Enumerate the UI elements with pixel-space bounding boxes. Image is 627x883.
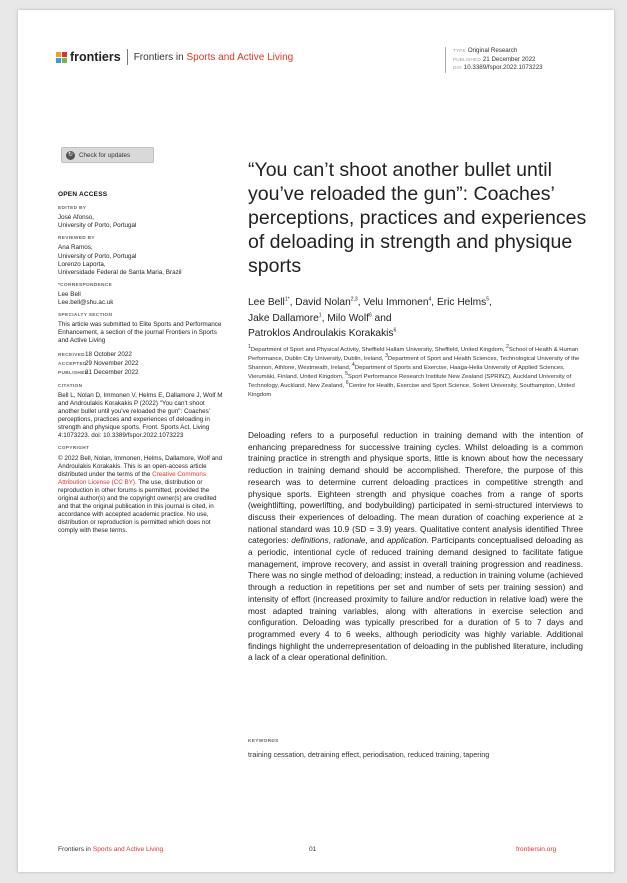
page-number: 01 bbox=[309, 846, 317, 853]
author-name: Velu Immonen$^4$ bbox=[363, 296, 432, 308]
affiliation: $^3$Department of Sport and Health Sciences, Technological University of the Shannon, Athlone, Westmeath, Ireland, bbox=[248, 352, 580, 371]
author-list: Lee Bell$^{1*}$, David Nolan$^{2,3}$, Velu Immonen$^4$, Eric Helms$^5$, Jake Dallamore$^1$, Milo Wolf$^6$ and Patroklos Androulakis Korakakis$^6$ bbox=[248, 296, 492, 339]
correspondence-email-link[interactable]: Lee.bell@shu.ac.uk bbox=[58, 299, 114, 307]
author-name: Patroklos Androulakis Korakakis$^6$ bbox=[248, 327, 397, 339]
author-name: Jake Dallamore$^1$ bbox=[248, 312, 322, 324]
article-meta: TYPE Original Research PUBLISHED 21 December 2022 DOI 10.3389/fspor.2022.1073223 bbox=[445, 47, 543, 73]
author-name: Eric Helms$^5$ bbox=[436, 296, 489, 308]
citation-text: Bell L, Nolan D, Immonen V, Helms E, Dallamore J, Wolf M and Androulakis Korakakis P (2022) "You can't shoot another bullet until you've reloaded the gun": Coaches' perceptions, practices and experiences of deloading in strength and physique sports. Front. Sports Act. Living 4:1073223. doi: 10.3389/fspor.2022.1073223 bbox=[58, 391, 223, 440]
affiliation: $^5$Sport Performance Research Institute New Zealand (SPRINZ), Auckland University of Technology, Auckland, New Zealand, bbox=[248, 370, 572, 389]
footer-site-link[interactable]: frontiersin.org bbox=[516, 846, 557, 853]
journal-name: Frontiers in Sports and Active Living bbox=[133, 51, 294, 63]
doi-link[interactable]: 10.3389/fspor.2022.1073223 bbox=[463, 64, 543, 71]
footer-journal: Frontiers in Sports and Active Living bbox=[58, 846, 164, 853]
reviewer-name: Lorenzo Laporta, bbox=[58, 260, 106, 268]
affiliation: $^2$School of Health & Human Performance, Dublin City University, Dublin, Ireland, bbox=[248, 344, 579, 362]
license-link[interactable]: Creative Commons Attribution License (CC BY). bbox=[58, 470, 207, 486]
sidebar: OPEN ACCESS EDITED BY José Afonso, University of Porto, Portugal REVIEWED BY Ana Ramos, University of Porto, Portugal Lorenzo Laporta, Universidade Federal de Santa Maria, Brazil *CORRESPONDENCE Lee Bell Lee.bell@shu.ac.uk SPECIALTY SECTION This article was submitted to Elite Sports and Performance Enhancement, a section of the journal Frontiers in Sports and Active Living RECEIVED18 October 2022 ACCEPTED29 November 2022 PUBLISHED21 December 2022 CITATION Bell L, Nolan D, Immonen V, Helms E, Dallamore J, Wolf M and Androulakis Korakakis P (2022) "You can't shoot another bullet until you've reloaded the gun": Coaches' perceptions, practices and experiences of deloading in strength and physique sports. Front. Sports Act. Living 4:1073223. doi: 10.3389/fspor.2022.1073223 COPYRIGHT © 2022 Bell, Nolan, Immonen, Helms, Dallamore, Wolf and Androulakis Korakakis. This is an open-access article distributed under the terms of the Creative Commons Attribution License (CC BY). The use, distribution or reproduction in other forums is permitted, provided the original author(s) and the copyright owner(s) are credited and that the original publication in this journal is cited, in accordance with accepted academic practice. No use, distribution or reproduction is permitted which does not comply with these terms. bbox=[58, 191, 233, 535]
journal-header bbox=[56, 49, 293, 65]
frontiers-logo-text: frontiers bbox=[70, 50, 121, 64]
keywords: training cessation, detraining effect, periodisation, reduced training, tapering bbox=[248, 750, 490, 759]
reviewer-name: Ana Ramos, bbox=[58, 244, 93, 252]
article-type: Original Research bbox=[467, 47, 518, 54]
affiliations bbox=[248, 346, 583, 399]
update-icon: ↻ bbox=[67, 151, 74, 158]
article-title: “You can’t shoot another bullet until you’ve reloaded the gun”: Coaches’ perceptions, practices and experiences of deloading in strength and physique sports bbox=[248, 159, 587, 277]
open-access-label: OPEN ACCESS bbox=[58, 191, 108, 198]
author-name: David Nolan$^{2,3}$ bbox=[295, 296, 358, 308]
affiliation: $^6$Centre for Health, Exercise and Sport Science, Solent University, Southampton, United Kingdom bbox=[248, 379, 575, 398]
paper-page bbox=[18, 10, 614, 872]
editor-name: José Afonso, bbox=[58, 214, 95, 222]
specialty-text: This article was submitted to Elite Sports and Performance Enhancement, a section of the journal Frontiers in Sports and Active Living bbox=[58, 321, 222, 345]
published-date: 21 December 2022 bbox=[482, 55, 536, 63]
author-name: Milo Wolf$^6$ bbox=[327, 312, 372, 324]
author-name: Lee Bell$^{1*}$ bbox=[248, 296, 290, 308]
header-divider bbox=[127, 49, 128, 65]
affiliation: $^1$Department of Sport and Physical Activity, Sheffield Hallam University, Sheffield, United Kingdom, bbox=[248, 344, 507, 353]
keywords-heading: KEYWORDS bbox=[248, 739, 279, 744]
copyright-text: © 2022 Bell, Nolan, Immonen, Helms, Dallamore, Wolf and Androulakis Korakakis. This is an open-access article distributed under the terms of the Creative Commons Attribution License (CC BY). The use, distribution or reproduction in other forums is permitted, provided the original author(s) and the copyright owner(s) are credited and that the original publication in this journal is cited, in accordance with accepted academic practice. No use, distribution or reproduction is permitted which does not comply with these terms. bbox=[58, 454, 223, 535]
check-for-updates-button[interactable]: ↻ Check for updates bbox=[61, 147, 154, 163]
abstract: Deloading refers to a purposeful reduction in training demand with the intention of enhancing preparedness for successive training cycles. Whilst deloading is a common training practice in strength and physique sports, little is known about how the necessary reduction in training demand should be accomplished. Therefore, the purpose of this research was to determine current deloading practices in competitive strength and physique sports. Eighteen strength and physique coaches from a range of sports (weightlifting, powerlifting, and bodybuilding) participated in semi-structured interviews to discuss their experiences of deloading. The mean duration of coaching experience at ≥ national standard was 10.9 (SD = 3.9) years. Qualitative content analysis identified Three categories: definitions, rationale, and application. Participants conceptualised deloading as a periodic, intentional cycle of reduced training demand designed to facilitate fatigue management, improve recovery, and assist in overall training progression and readiness. There was no single method of deloading; instead, a reduction in training volume (achieved through a reduction in repetitions per set and number of sets per training session) and intensity of effort (increased proximity to failure and/or reduction in relative load) were the most adapted training variables, along with alterations in exercise selection and configuration. Deloading was typically prescribed for a duration of 5 to 7 days and programmed every 4 to 6 weeks, although periodicity was highly variable. Additional findings highlight the underrepresentation of deloading in the published literature, including a lack of a clear operational definition. bbox=[248, 430, 583, 663]
frontiers-logo-icon bbox=[56, 52, 67, 63]
affiliation: $^4$Department of Sports and Exercise, Haaga-Helia University of Applied Sciences, Vierumäki, Finland, United Kingdom, bbox=[248, 361, 565, 380]
